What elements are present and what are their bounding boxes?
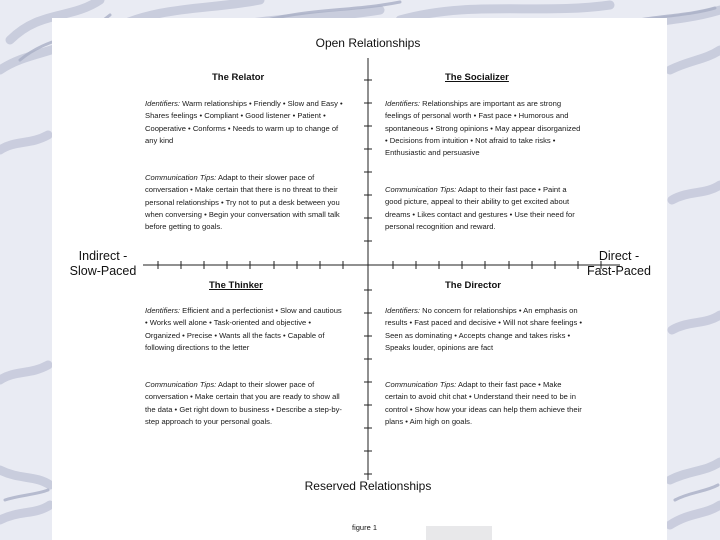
left-axis-label (58, 249, 148, 279)
figure-caption: figure 1 (352, 523, 378, 532)
director-tips-label: Communication Tips: (385, 380, 457, 389)
thinker-identifiers (145, 305, 345, 367)
corner-gray-box (426, 526, 492, 540)
relator-identifiers (145, 98, 345, 160)
thinker-identifiers-label: Identifiers: (145, 306, 181, 315)
thinker-tips-text: Adapt to their slower pace of conversation • Make certain that you are ready to show all the data • Get right down to business • Describe a step-by-step approach to your personal goals. (145, 380, 342, 426)
right-axis-label (574, 249, 664, 279)
diagram-sheet (52, 18, 667, 540)
thinker-title: The Thinker (209, 280, 263, 291)
left-axis-label-line2: Slow-Paced (69, 264, 137, 278)
director-identifiers-label: Identifiers: (385, 306, 421, 315)
thinker-tips (145, 379, 345, 441)
director-tips-text: Adapt to their fast pace • Make certain to avoid chit chat • Understand their need to be in control • Show how your ideas can help them achieve their plans • Aim high on goals. (385, 380, 582, 426)
director-title: The Director (445, 280, 501, 291)
quadrant-axes (52, 18, 667, 540)
right-axis-label-line2: Fast-Paced (587, 264, 651, 278)
socializer-tips-text: Adapt to their fast pace • Paint a good picture, appeal to their ability to get excited about dreams • Likes contact and gestures • Use their need for personal recognition and reward. (385, 185, 575, 231)
right-axis-label-line1: Direct - (598, 249, 640, 263)
relator-tips (145, 172, 345, 258)
socializer-identifiers-label: Identifiers: (385, 99, 421, 108)
relator-identifiers-label: Identifiers: (145, 99, 181, 108)
relator-title: The Relator (212, 72, 265, 83)
director-identifiers-text: No concern for relationships • An emphasis on results • Fast paced and decisive • Will not share feelings • Seen as dominating • Accepts change and takes risks • Speaks louder, opinions are fact (385, 306, 583, 352)
socializer-tips (385, 184, 583, 246)
socializer-identifiers-text: Relationships are important as are strong feelings of personal worth • Fast pace • Humorous and spontaneous • Strong opinions • May appear disorganized • Decisions from intuition • Not afraid to take risks • Enthusiastic and persuasive (385, 99, 581, 158)
relator-tips-text: Adapt to their slower pace of conversation • Make certain that there is no threat to their personal relationships • Try not to put a desk between you when conversing • Begin your conversation with small talk before getting to goals. (145, 173, 340, 232)
socializer-tips-label: Communication Tips: (385, 185, 457, 194)
thinker-identifiers-text: Efficient and a perfectionist • Slow and cautious • Works well alone • Task-oriented and objective • Organized • Precise • Wants all the facts • Capable of following directions to the letter (145, 306, 342, 352)
director-tips (385, 379, 583, 441)
socializer-title: The Socializer (445, 72, 509, 83)
bottom-axis-label: Reserved Relationships (304, 479, 432, 493)
left-axis-label-line1: Indirect - (78, 249, 128, 263)
socializer-identifiers (385, 98, 583, 172)
thinker-tips-label: Communication Tips: (145, 380, 217, 389)
top-axis-label: Open Relationships (315, 36, 421, 50)
relator-identifiers-text: Warm relationships • Friendly • Slow and Easy • Shares feelings • Compliant • Good listener • Patient • Cooperative • Conforms • Needs to warm up to change of any kind (145, 99, 343, 145)
director-identifiers (385, 305, 583, 367)
relator-tips-label: Communication Tips: (145, 173, 217, 182)
